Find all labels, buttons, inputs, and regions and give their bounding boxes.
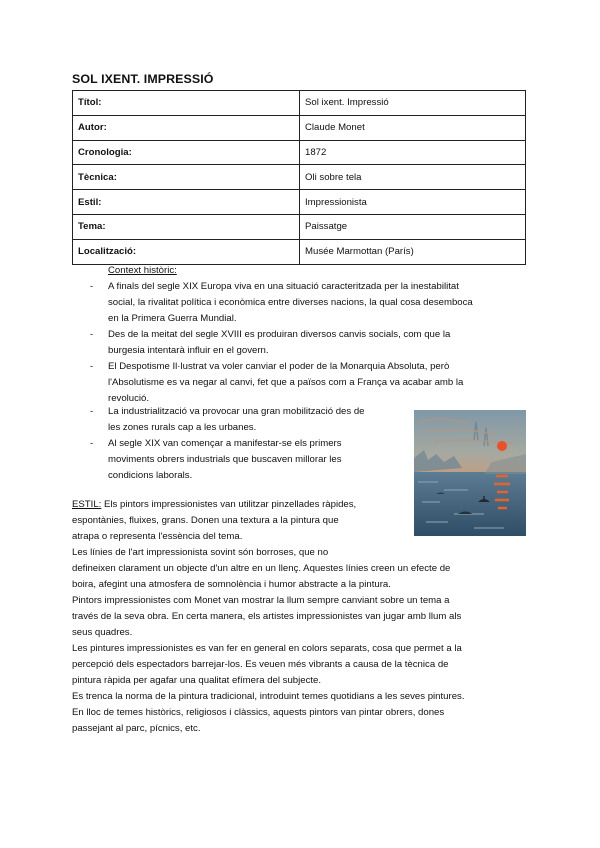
bullet-line: El Despotisme Il·lustrat va voler canviar el poder de la Monarquia Absoluta, però [108, 361, 450, 372]
estil-line-0 [72, 497, 406, 513]
table-row [73, 115, 526, 140]
bullet-line: moviments obrers industrials que buscaven millorar les [108, 454, 342, 465]
row-label: Autor: [73, 115, 300, 140]
table-row [73, 239, 526, 264]
bullet-line: La industrialització va provocar una gran mobilització des de [108, 406, 365, 417]
text-line: percepció dels espectadors barrejar-los. Es veuen més vibrants a causa de la tècnica de [72, 659, 449, 670]
bullet-line: Des de la meitat del segle XVIII es produiran diversos canvis socials, com que la [108, 329, 451, 340]
row-value: 1872 [300, 140, 526, 165]
text-line: En lloc de temes històrics, religiosos i clàssics, aquests pintors van pintar obrers, dones [72, 707, 445, 718]
text-line: seus quadres. [72, 627, 133, 638]
document-title: SOL IXENT. IMPRESSIÓ [72, 72, 214, 86]
text-line: boira, afegint una atmosfera de somnolència i humor abstracte a la pintura. [72, 579, 391, 590]
text-line: defineixen clarament un objecte d'un altre en un llenç. Aquestes línies creen un efecte de [72, 563, 451, 574]
artwork-info-table [72, 90, 526, 265]
bullet-dash: - [90, 329, 94, 340]
row-value: Impressionista [300, 190, 526, 215]
list-item [90, 436, 406, 484]
bullet-line: l'Absolutisme es va negar al canvi, fet que a països com a França va acabar amb la [108, 377, 464, 388]
table-row [73, 165, 526, 190]
bullet-line: en la Primera Guerra Mundial. [108, 313, 237, 324]
bullet-line: revolució. [108, 393, 150, 404]
list-item [90, 327, 526, 359]
bullet-line: A finals del segle XIX Europa viva en una situació caracteritzada per la inestabilitat [108, 281, 459, 292]
row-value: Sol ixent. Impressió [300, 91, 526, 116]
bullet-line: les zones rurals cap a les urbanes. [108, 422, 257, 433]
row-value: Paissatge [300, 214, 526, 239]
estil-paragraph [72, 497, 406, 561]
text-line: passejant al parc, pícnics, etc. [72, 723, 201, 734]
text-line: espontànies, fluixes, grans. Donen una textura a la pintura que [72, 515, 339, 526]
row-value: Musée Marmottan (París) [300, 239, 526, 264]
text-line: través de la seva obra. En certa manera, els artistes impressionistes van jugar amb llum als [72, 611, 462, 622]
row-label: Localització: [73, 239, 300, 264]
bullet-dash: - [90, 438, 94, 449]
estil-line-0-text: Els pintors impressionistes van utilitzar pinzellades ràpides, [101, 499, 357, 510]
text-line: Les pintures impressionistes es van fer en general en colors separats, cosa que permet a la [72, 643, 462, 654]
row-label: Tema: [73, 214, 300, 239]
bullet-dash: - [90, 281, 94, 292]
list-item [90, 279, 526, 327]
estil-label: ESTIL: [72, 499, 102, 510]
row-value: Oli sobre tela [300, 165, 526, 190]
row-label: Cronologia: [73, 140, 300, 165]
text-line: pintura ràpida per agafar una qualitat efímera del subjecte. [72, 675, 322, 686]
table-row [73, 190, 526, 215]
list-item [90, 404, 406, 436]
text-line: Pintors impressionistes com Monet van mostrar la llum sempre canviant sobre un tema a [72, 595, 450, 606]
table-row [73, 91, 526, 116]
bullet-line: social, la rivalitat política i econòmica entre diverses nacions, la qual cosa desemboca [108, 297, 473, 308]
list-item [90, 359, 526, 407]
bullet-line: Al segle XIX van començar a manifestar-se els primers [108, 438, 342, 449]
row-value: Claude Monet [300, 115, 526, 140]
painting-image [414, 410, 526, 536]
text-line: Es trenca la norma de la pintura tradicional, introduint temes quotidians a les seves pintures. [72, 691, 465, 702]
bullet-dash: - [90, 361, 94, 372]
row-label: Estil: [73, 190, 300, 215]
bullet-line: condicions laborals. [108, 470, 193, 481]
text-line: Les línies de l'art impressionista sovint són borroses, que no [72, 547, 329, 558]
body-paragraphs [72, 561, 526, 737]
row-label: Títol: [73, 91, 300, 116]
row-label: Tècnica: [73, 165, 300, 190]
context-heading: Context històric: [108, 265, 177, 276]
table-row [73, 214, 526, 239]
text-line: atrapa o representa l'essència del tema. [72, 531, 243, 542]
table-row [73, 140, 526, 165]
bullet-line: burgesia intentarà influir en el govern. [108, 345, 269, 356]
bullet-dash: - [90, 406, 94, 417]
